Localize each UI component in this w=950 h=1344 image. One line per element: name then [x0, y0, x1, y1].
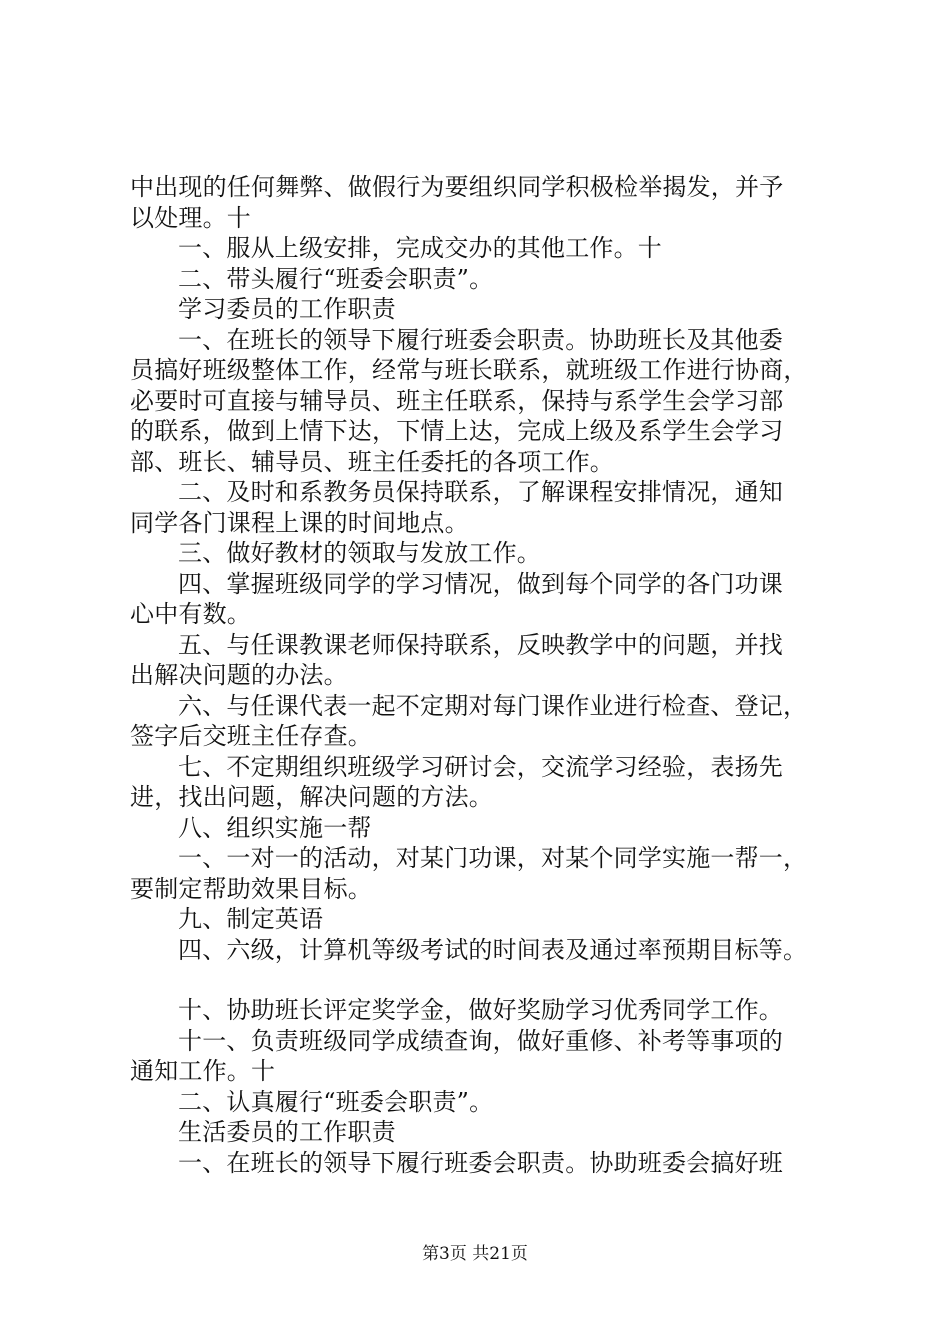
text-line: 中出现的任何舞弊、做假行为要组织同学积极检举揭发，并予 [130, 173, 784, 201]
text-line: 二、带头履行“班委会职责”。 [178, 264, 494, 293]
text-line: 以处理。十 [130, 203, 251, 232]
page-footer: 第3页 共21页 [422, 1244, 528, 1264]
text-line: 五、与任课教课老师保持联系，反映教学中的问题，并找 [178, 630, 783, 659]
text-line: 九、制定英语 [178, 905, 324, 933]
text-line: 心中有数。 [130, 600, 251, 628]
text-line: 进，找出问题，解决问题的方法。 [130, 783, 493, 811]
text-line: 要制定帮助效果目标。 [130, 874, 372, 903]
text-line: 生活委员的工作职责 [178, 1118, 396, 1146]
text-line: 一、一对一的活动，对某门功课，对某个同学实施一帮一， [178, 844, 808, 872]
paragraph-gap [130, 965, 850, 995]
text-line: 学习委员的工作职责 [178, 295, 396, 323]
text-line: 的联系，做到上情下达，下情上达，完成上级及系学生会学习 [130, 417, 784, 445]
text-line: 一、在班长的领导下履行班委会职责。协助班委会搞好班 [178, 1148, 783, 1177]
text-line: 十、协助班长评定奖学金，做好奖励学习优秀同学工作。 [178, 996, 783, 1024]
text-line: 一、在班长的领导下履行班委会职责。协助班长及其他委 [178, 325, 783, 354]
text-line: 签字后交班主任存查。 [130, 722, 372, 750]
text-line: 部、班长、辅导员、班主任委托的各项工作。 [130, 447, 614, 476]
text-line: 十一、负责班级同学成绩查询，做好重修、补考等事项的 [178, 1026, 783, 1055]
text-line: 四、掌握班级同学的学习情况，做到每个同学的各门功课 [178, 569, 783, 598]
text-line: 二、及时和系教务员保持联系，了解课程安排情况，通知 [178, 478, 783, 506]
text-line: 一、服从上级安排，完成交办的其他工作。十 [178, 234, 662, 262]
text-line: 二、认真履行“班委会职责”。 [178, 1087, 494, 1116]
text-line: 七、不定期组织班级学习研讨会，交流学习经验，表扬先 [178, 752, 783, 781]
text-line: 六、与任课代表一起不定期对每门课作业进行检查、登记， [178, 691, 808, 720]
text-line: 同学各门课程上课的时间地点。 [130, 508, 469, 537]
text-line: 出解决问题的办法。 [130, 661, 348, 689]
text-line: 三、做好教材的领取与发放工作。 [178, 539, 541, 567]
text-line: 四、六级，计算机等级考试的时间表及通过率预期目标等。 [178, 935, 808, 964]
text-line: 八、组织实施一帮 [178, 813, 372, 842]
text-line: 必要时可直接与辅导员、班主任联系，保持与系学生会学习部 [130, 386, 784, 415]
text-line: 通知工作。十 [130, 1057, 276, 1085]
text-line: 员搞好班级整体工作，经常与班长联系，就班级工作进行协商， [130, 356, 808, 384]
document-body [130, 172, 850, 1178]
